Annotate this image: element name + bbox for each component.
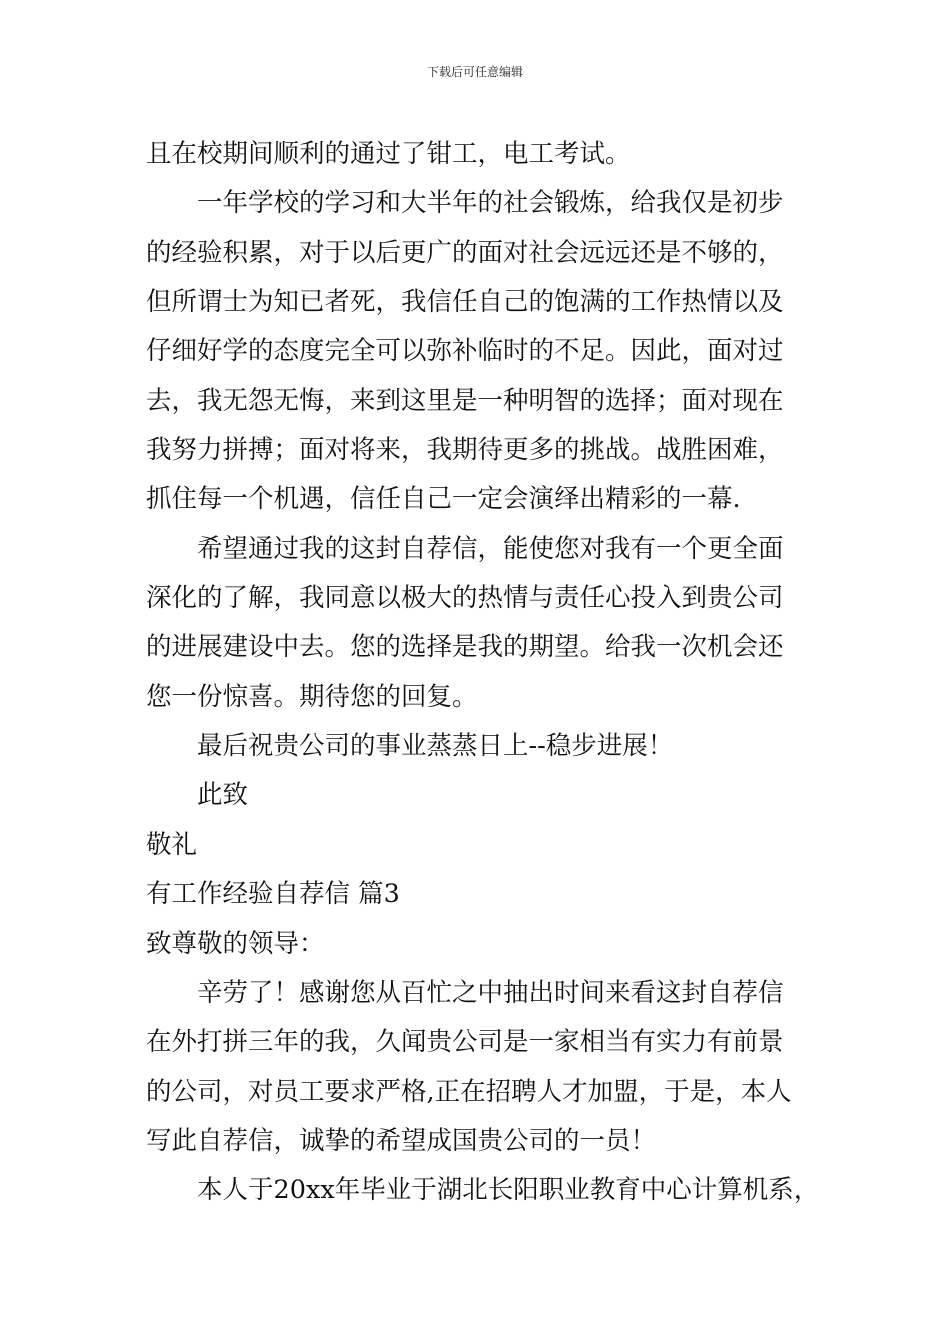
text-line: 此致 <box>197 780 249 811</box>
text-line: 在外打拼三年的我，久闻贵公司是一家相当有实力有前景 <box>146 1027 784 1058</box>
text-line: 写此自荐信，诚挚的希望成国贵公司的一员！ <box>146 1125 657 1156</box>
text-line: 的进展建设中去。您的选择是我的期望。给我一次机会还 <box>146 632 784 663</box>
text-line: 您一份惊喜。期待您的回复。 <box>146 681 478 712</box>
text-line: 最后祝贵公司的事业蒸蒸日上--稳步进展！ <box>197 731 674 762</box>
text-line: 深化的了解，我同意以极大的热情与责任心投入到贵公司 <box>146 583 784 614</box>
text-line: 一年学校的学习和大半年的社会锻炼，给我仅是初步 <box>197 188 784 219</box>
text-line: 希望通过我的这封自荐信，能使您对我有一个更全面 <box>197 533 784 564</box>
text-line: 去，我无怨无悔，来到这里是一种明智的选择；面对现在 <box>146 385 784 416</box>
text-line: 敬礼 <box>146 829 198 860</box>
text-line: 但所谓士为知已者死，我信任自己的饱满的工作热情以及 <box>146 287 784 318</box>
text-line: 抓住每一个机遇，信任自己一定会演绎出精彩的一幕. <box>146 484 741 515</box>
text-line: 且在校期间顺利的通过了钳工，电工考试。 <box>146 139 631 169</box>
text-line: 辛劳了！感谢您从百忙之中抽出时间来看这封自荐信 <box>197 977 784 1008</box>
text-line: 的公司，对员工要求严格,正在招聘人才加盟，于是，本人 <box>146 1076 792 1107</box>
document-body <box>146 130 836 1216</box>
section-heading: 有工作经验自荐信 篇3 <box>146 879 400 910</box>
page-header: 下载后可任意编辑 <box>426 65 523 79</box>
text-line: 的经验积累，对于以后更广的面对社会远远还是不够的， <box>146 237 784 268</box>
text-line: 我努力拼搏；面对将来，我期待更多的挑战。战胜困难， <box>146 435 784 466</box>
text-line: 本人于20xx年毕业于湖北长阳职业教育中心计算机系， <box>197 1175 820 1206</box>
text-line: 仔细好学的态度完全可以弥补临时的不足。因此，面对过 <box>146 336 784 367</box>
salutation: 致尊敬的领导： <box>146 928 325 959</box>
